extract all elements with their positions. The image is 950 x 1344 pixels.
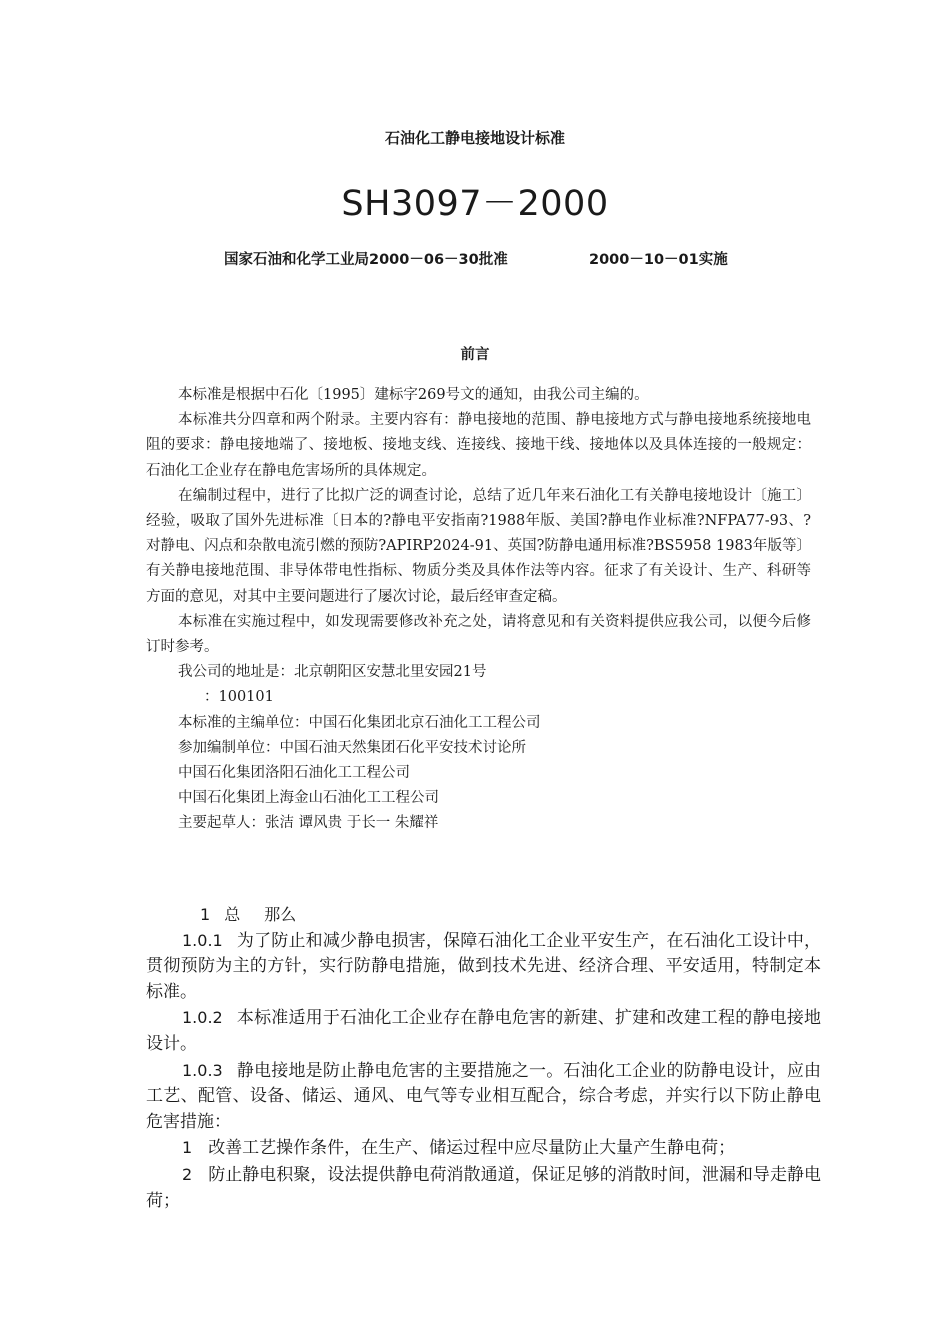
clause-number: 1.0.1 (182, 930, 223, 950)
preface-paragraph: 本标准在实施过程中，如发现需要修改补充之处，请将意见和有关资料提供应我公司，以便今后修订时参考。 (146, 613, 811, 656)
clause-number: 1.0.3 (182, 1060, 223, 1080)
standard-code: SH3097－2000 (341, 184, 609, 224)
company-address: 我公司的地址是：北京朝阳区安慧北里安园21号 (178, 664, 487, 681)
participating-unit: 中国石化集团上海金山石油化工工程公司 (178, 790, 439, 807)
clause-text: 为了防止和减少静电损害，保障石油化工企业平安生产，在石油化工设计中，贯彻预防为主的方针，实行防静电措施，做到技术先进、经济合理、平安适用，特制定本标准。 (146, 930, 821, 1002)
preface-paragraph: 本标准是根据中石化〔1995〕建标字269号文的通知，由我公司主编的。 (178, 387, 649, 403)
item-text: 防止静电积聚，设法提供静电荷消散通道，保证足够的消散时间，泄漏和导走静电荷； (146, 1164, 821, 1211)
item-number: 1 (182, 1138, 193, 1158)
clause-text: 本标准适用于石油化工企业存在静电危害的新建、扩建和改建工程的静电接地设计。 (146, 1008, 821, 1054)
document-title: 石油化工静电接地设计标准 (384, 129, 565, 147)
participating-unit: 参加编制单位：中国石油天然集团石化平安技术讨论所 (178, 739, 526, 756)
chapter-heading (146, 902, 821, 928)
chapter-title-part: 那么 (264, 905, 297, 924)
participating-unit: 中国石化集团洛阳石油化工工程公司 (178, 765, 410, 782)
preface-heading: 前言 (460, 347, 490, 363)
preface-paragraph: 本标准共分四章和两个附录。主要内容有：静电接地的范围、静电接地方式与静电接地系统接地电阻的要求：静电接地端了、接地板、接地支线、连接线、接地干线、接地体以及具体连接的一般规定：石油化工企业存在静电危害场所的具体规定。 (146, 412, 811, 479)
preface-paragraph: 在编制过程中，进行了比拟广泛的调查讨论，总结了近几年来石油化工有关静电接地设计〔施工〕经验，吸取了国外先进标准〔日本的?静电平安指南?1988年版、美国?静电作业标准?NFPA77-93、?对静电、闪点和杂散电流引燃的预防?APIRP2024-91、英国?防静电通用标准?BS5958 1983年版等〕有关静电接地范围、非导体带电性指标、物质分类及具体作法等内容。征求了有关设计、生产、科研等方面的意见，对其中主要问题进行了屡次讨论，最后经审查定稿。 (146, 487, 811, 605)
clause-number: 1.0.2 (182, 1008, 223, 1028)
approval-date: 国家石油和化学工业局2000－06－30批准 (224, 252, 508, 268)
preface-section (146, 383, 811, 837)
clause-1-0-1 (146, 928, 821, 1006)
main-drafters: 主要起草人：张洁 谭风贵 于长一 朱耀祥 (178, 815, 439, 832)
measure-item-1 (146, 1135, 821, 1162)
chapter-number: 1 (200, 905, 211, 924)
measure-item-2 (146, 1162, 821, 1214)
clause-1-0-2 (146, 1005, 821, 1057)
effective-date: 2000－10－01实施 (589, 252, 728, 268)
item-number: 2 (182, 1164, 193, 1184)
clause-1-0-3 (146, 1058, 821, 1136)
chapter-title-part: 总 (224, 905, 241, 924)
chief-editor-unit: 本标准的主编单位：中国石化集团北京石油化工工程公司 (178, 714, 541, 731)
chapter-1 (146, 902, 821, 1214)
item-text: 改善工艺操作条件，在生产、储运过程中应尽量防止大量产生静电荷； (208, 1138, 736, 1159)
clause-text: 静电接地是防止静电危害的主要措施之一。石油化工企业的防静电设计，应由工艺、配管、设备、储运、通风、电气等专业相互配合，综合考虑，并实行以下防止静电危害措施： (146, 1060, 821, 1132)
approval-line (224, 248, 744, 269)
postcode: ：100101 (204, 689, 274, 706)
